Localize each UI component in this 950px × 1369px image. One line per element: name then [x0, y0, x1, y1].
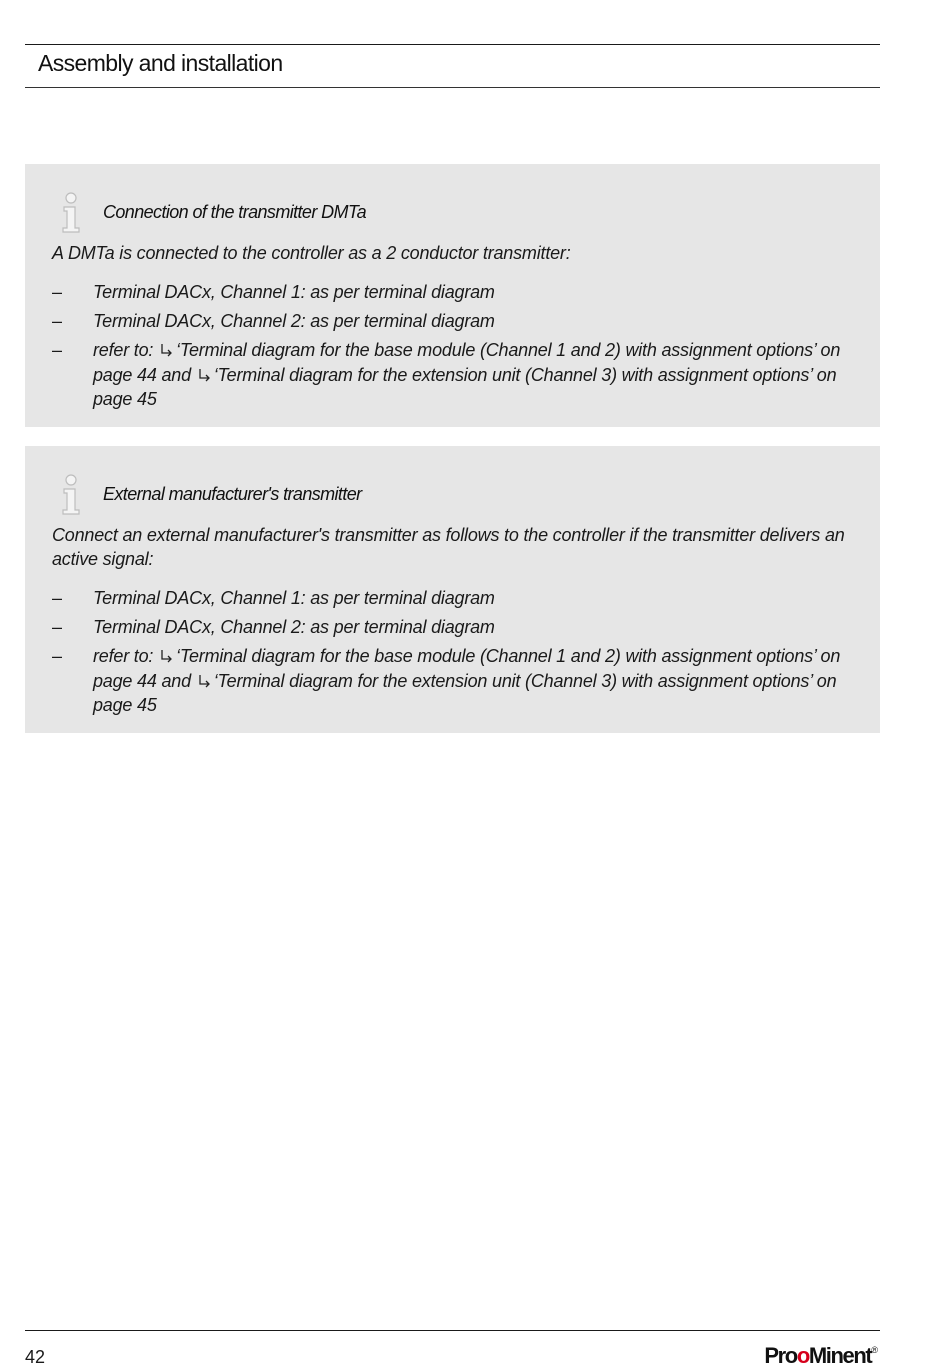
cross-reference-link-extension-unit[interactable]: ‘Terminal diagram for the extension unit (Channel 3) with assignment options’ on page 45	[93, 670, 837, 715]
footer-rule	[25, 1330, 880, 1331]
instruction-list	[52, 280, 852, 416]
refer-prefix: refer to:	[93, 646, 154, 666]
brand-logo-minent: Minent	[808, 1343, 872, 1368]
list-item	[52, 309, 852, 334]
cross-reference-arrow-icon	[198, 674, 212, 689]
list-dash: –	[52, 617, 62, 637]
list-item-text: Terminal DACx, Channel 1: as per terminal diagram	[93, 588, 495, 608]
brand-logo	[764, 1343, 878, 1369]
list-item-text: Terminal DACx, Channel 2: as per terminal diagram	[93, 617, 495, 637]
cross-reference-link-base-module[interactable]: ‘Terminal diagram for the base module (Channel 1 and 2) with assignment options’ on page 44	[93, 340, 841, 385]
list-item	[52, 338, 852, 412]
cross-reference-link-base-module[interactable]: ‘Terminal diagram for the base module (Channel 1 and 2) with assignment options’ on page 44	[93, 646, 841, 691]
instruction-list	[52, 586, 852, 722]
info-box-title: External manufacturer's transmitter	[103, 484, 362, 504]
list-dash: –	[52, 340, 62, 360]
list-item-text: Terminal DACx, Channel 2: as per terminal diagram	[93, 311, 495, 331]
cross-reference-link-extension-unit[interactable]: ‘Terminal diagram for the extension unit (Channel 3) with assignment options’ on page 45	[93, 364, 837, 409]
cross-reference-arrow-icon	[198, 368, 212, 383]
list-item	[52, 644, 852, 718]
info-icon	[60, 192, 82, 234]
header-rule-bottom	[25, 87, 880, 88]
info-box-intro: Connect an external manufacturer's transmitter as follows to the controller if the transmitter delivers an active signal:	[52, 525, 845, 569]
info-box-dmta	[25, 164, 880, 427]
list-item	[52, 586, 852, 611]
brand-logo-o: o	[796, 1343, 809, 1368]
list-dash: –	[52, 588, 62, 608]
info-icon	[60, 474, 82, 516]
refer-joiner: and	[161, 670, 191, 691]
list-dash: –	[52, 282, 62, 302]
cross-reference-arrow-icon	[160, 343, 174, 358]
info-box-external-transmitter	[25, 446, 880, 733]
brand-logo-pro: Pro	[764, 1343, 797, 1368]
page-header-title: Assembly and installation	[38, 50, 283, 76]
info-box-intro: A DMTa is connected to the controller as a 2 conductor transmitter:	[52, 243, 571, 263]
list-item-text: Terminal DACx, Channel 1: as per terminal diagram	[93, 282, 495, 302]
page-number: 42	[25, 1347, 46, 1367]
list-item	[52, 615, 852, 640]
list-item	[52, 280, 852, 305]
brand-logo-registered-mark: ®	[871, 1345, 878, 1355]
cross-reference-arrow-icon	[160, 649, 174, 664]
list-dash: –	[52, 646, 62, 666]
header-rule-top	[25, 44, 880, 45]
list-dash: –	[52, 311, 62, 331]
refer-joiner: and	[161, 364, 191, 385]
refer-prefix: refer to:	[93, 340, 154, 360]
info-box-title: Connection of the transmitter DMTa	[103, 202, 367, 222]
